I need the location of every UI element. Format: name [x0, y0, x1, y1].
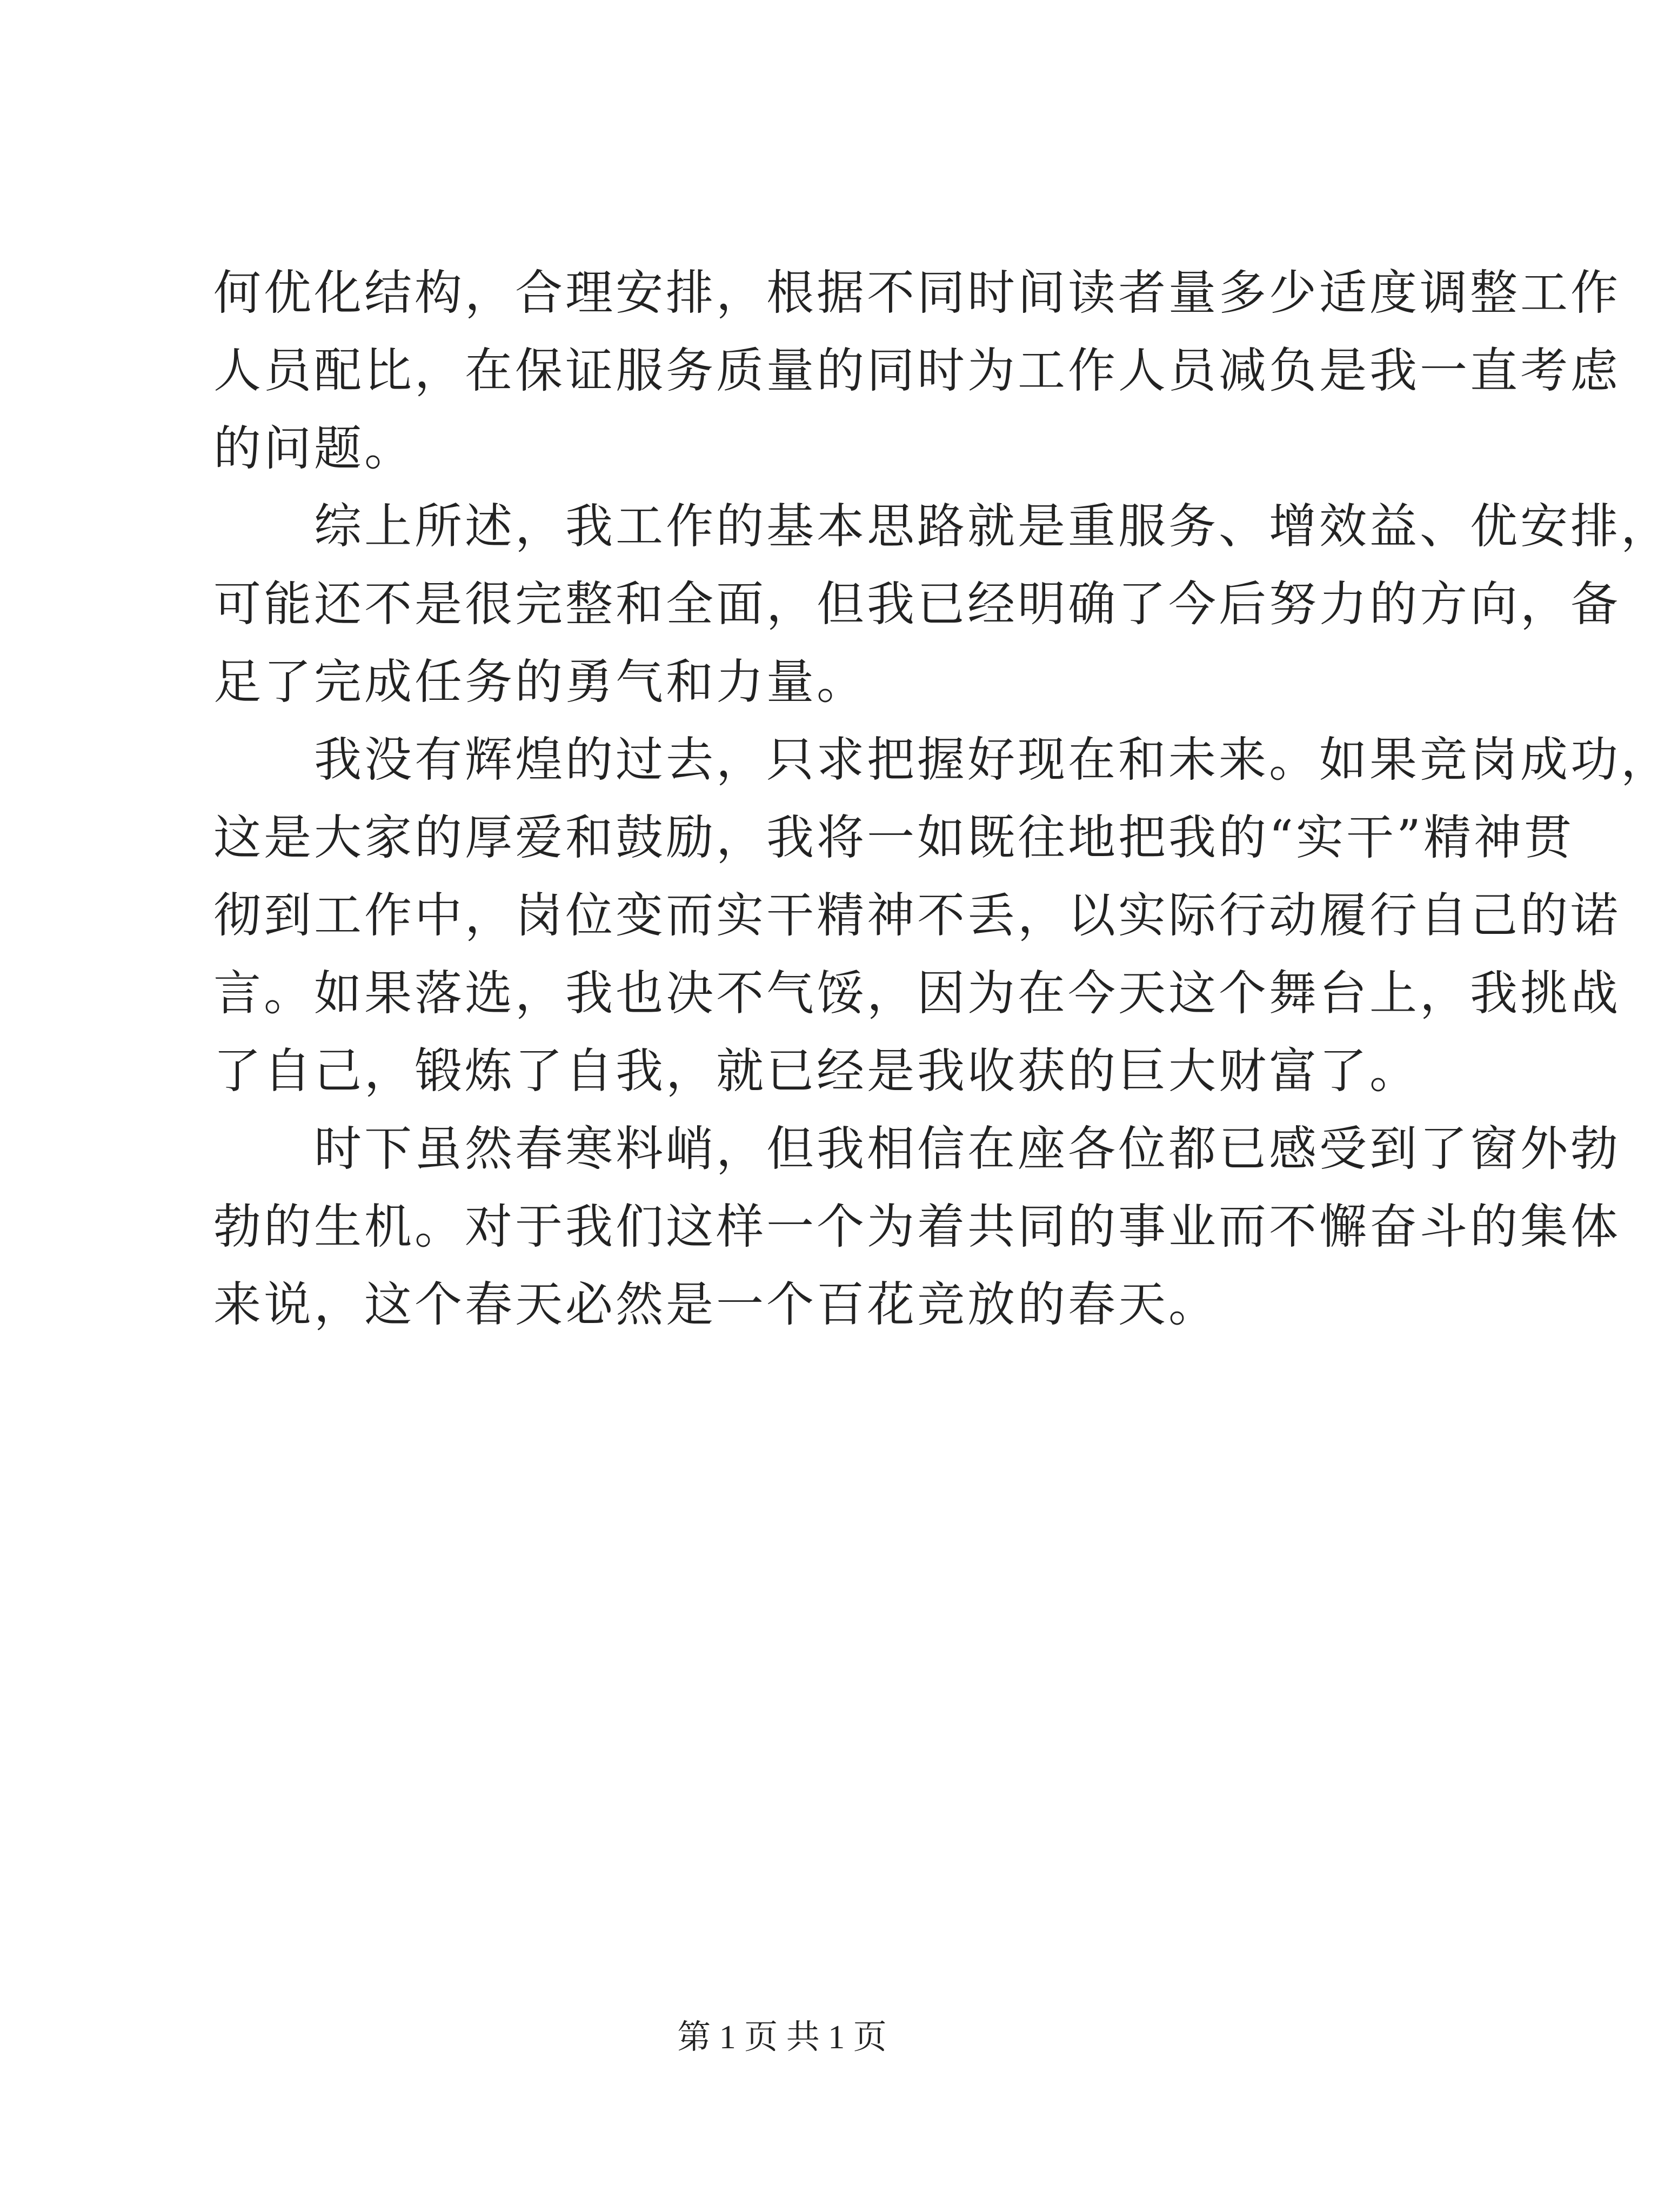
- body-text: [213, 254, 1671, 1344]
- text-line: 综上所述，我工作的基本思路就是重服务、增效益、优安排，: [213, 498, 1671, 554]
- text-line: 足了完成任务的勇气和力量。: [213, 654, 867, 710]
- text-line: 何优化结构，合理安排，根据不同时间读者量多少适度调整工作: [213, 265, 1621, 320]
- text-line: 这是大家的厚爱和鼓励，我将一如既往地把我的“实干”精神贯: [213, 810, 1574, 865]
- text-line: 可能还不是很完整和全面，但我已经明确了今后努力的方向，备: [213, 576, 1621, 632]
- text-line: 了自己，锻炼了自我，就已经是我收获的巨大财富了。: [213, 1043, 1420, 1099]
- text-line: 时下虽然春寒料峭，但我相信在座各位都已感受到了窗外勃: [213, 1121, 1621, 1177]
- text-line: 彻到工作中，岗位变而实干精神不丢，以实际行动履行自己的诺: [213, 887, 1621, 943]
- text-line: 我没有辉煌的过去，只求把握好现在和未来。如果竞岗成功，: [213, 732, 1671, 787]
- text-line: 人员配比，在保证服务质量的同时为工作人员减负是我一直考虑: [213, 343, 1621, 398]
- text-line: 来说，这个春天必然是一个百花竞放的春天。: [213, 1277, 1219, 1332]
- page-footer: 第 1 页 共 1 页: [677, 2019, 887, 2056]
- text-line: 言。如果落选，我也决不气馁，因为在今天这个舞台上，我挑战: [213, 965, 1621, 1021]
- text-line: 的问题。: [213, 420, 415, 476]
- text-line: 勃的生机。对于我们这样一个为着共同的事业而不懈奋斗的集体: [213, 1199, 1621, 1254]
